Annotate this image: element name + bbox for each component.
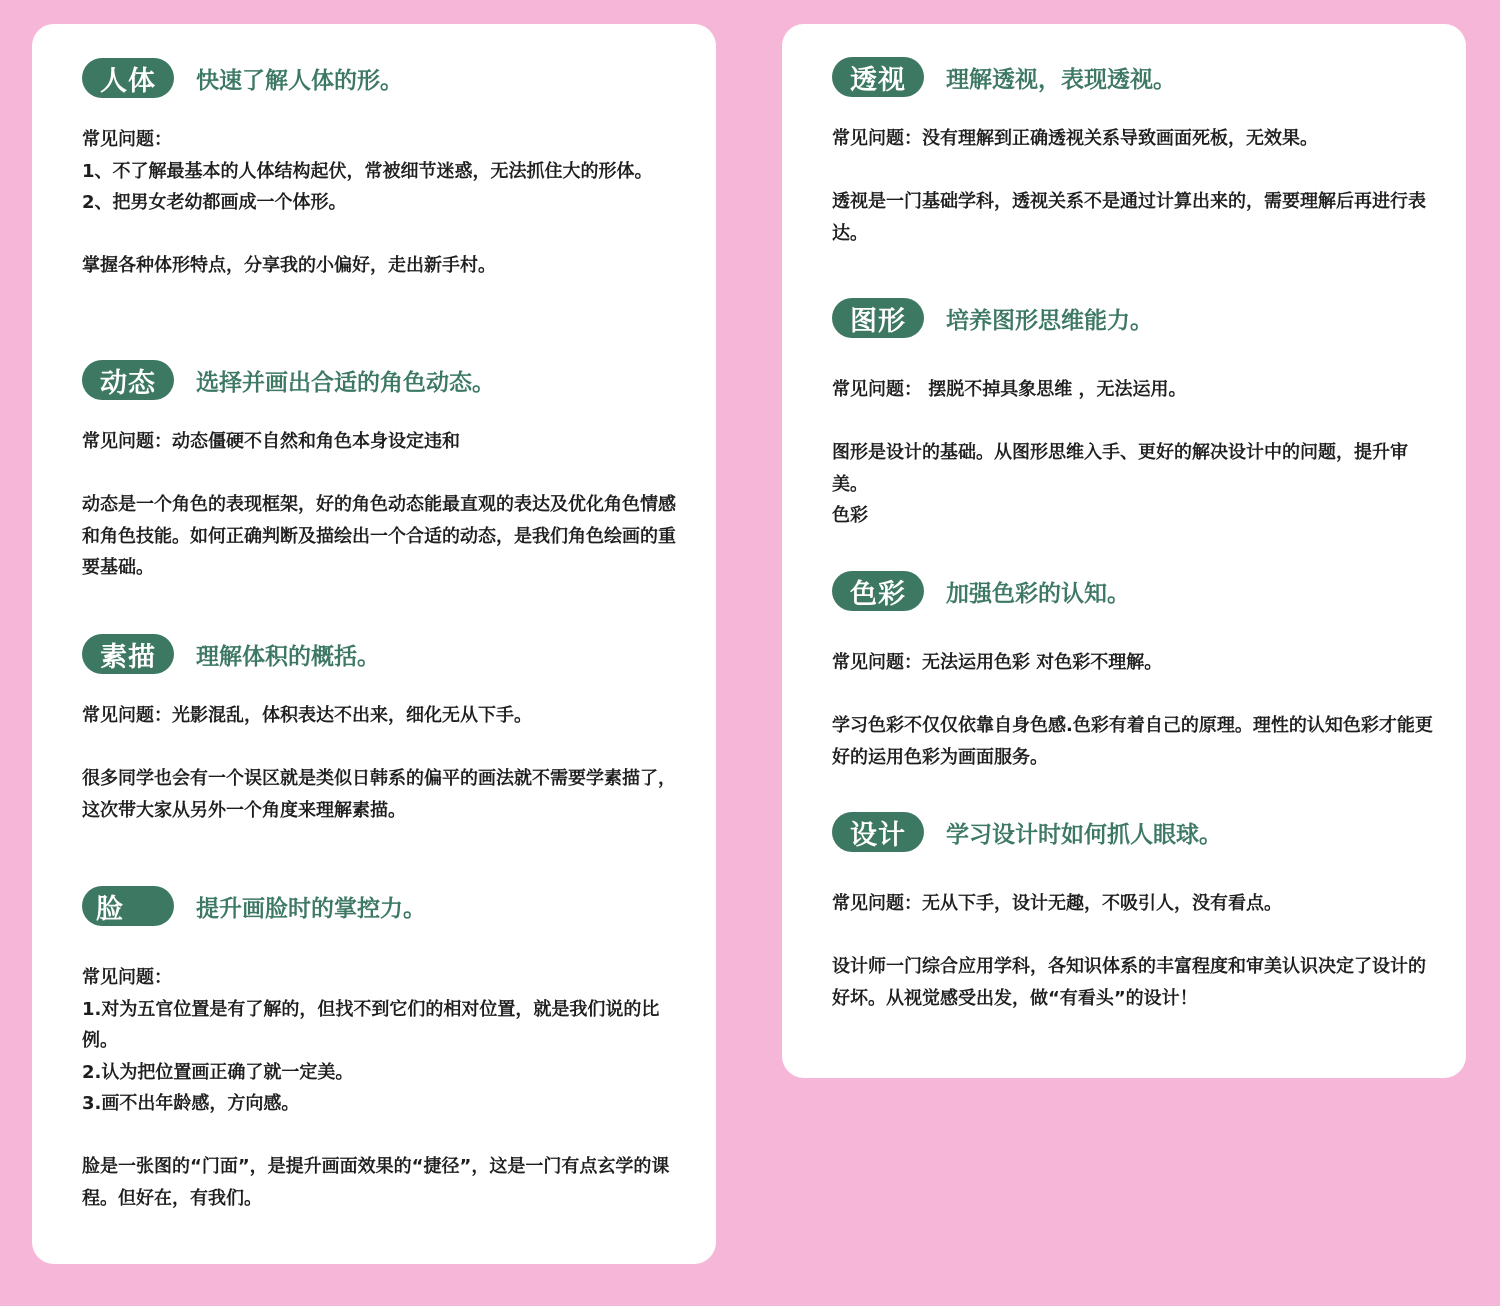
text-line: 图形是设计的基础。从图形思维入手、更好的解决设计中的问题，提升审美。 bbox=[832, 442, 1408, 495]
section-tag: 图形 bbox=[832, 298, 924, 338]
section-title: 培养图形思维能力。 bbox=[946, 307, 1153, 334]
text-line: 1.对为五官位置是有了解的，但找不到它们的相对位置，就是我们说的比例。 bbox=[82, 998, 660, 1051]
text-line: 3.画不出年龄感，方向感。 bbox=[82, 1093, 300, 1114]
text-line: 很多同学也会有一个误区就是类似日韩系的偏平的画法就不需要学素描了，这次带大家从另外一个角度来理解素描。 bbox=[82, 768, 676, 821]
text-line: 常见问题：无法运用色彩 对色彩不理解。 bbox=[832, 652, 1163, 673]
section-title: 理解透视，表现透视。 bbox=[946, 66, 1176, 93]
section-title: 理解体积的概括。 bbox=[196, 643, 380, 670]
section-body bbox=[832, 647, 1436, 773]
section-lian bbox=[82, 886, 686, 1214]
section-header bbox=[82, 360, 686, 400]
section-tag: 动态 bbox=[82, 360, 174, 400]
section-title: 加强色彩的认知。 bbox=[946, 580, 1130, 607]
text-line: 色彩 bbox=[832, 505, 868, 526]
text-line: 常见问题： bbox=[82, 129, 172, 150]
section-title: 学习设计时如何抓人眼球。 bbox=[946, 821, 1222, 848]
section-header bbox=[832, 57, 1436, 97]
text-line: 学习色彩不仅仅依靠自身色感.色彩有着自己的原理。理性的认知色彩才能更好的运用色彩为画面服务。 bbox=[832, 715, 1433, 768]
section-header bbox=[82, 886, 686, 926]
section-tag: 素描 bbox=[82, 634, 174, 674]
text-line: 常见问题： bbox=[82, 967, 172, 988]
section-header bbox=[832, 571, 1436, 611]
text-line: 常见问题：光影混乱，体积表达不出来，细化无从下手。 bbox=[82, 705, 532, 726]
section-tag: 设计 bbox=[832, 812, 924, 852]
text-line: 1、不了解最基本的人体结构起伏，常被细节迷惑，无法抓住大的形体。 bbox=[82, 160, 653, 182]
section-tuxing bbox=[832, 298, 1436, 532]
section-body bbox=[832, 123, 1436, 249]
section-title: 快速了解人体的形。 bbox=[196, 67, 403, 94]
text-line: 常见问题：动态僵硬不自然和角色本身设定违和 bbox=[82, 431, 460, 452]
text-line: 常见问题：没有理解到正确透视关系导致画面死板，无效果。 bbox=[832, 128, 1318, 149]
section-tag: 人体 bbox=[82, 58, 174, 98]
section-body bbox=[82, 124, 686, 282]
text-line: 常见问题： 摆脱不掉具象思维 ，无法运用。 bbox=[832, 379, 1187, 400]
section-sheji bbox=[832, 812, 1436, 1014]
section-body bbox=[82, 700, 686, 826]
section-sumiao bbox=[82, 634, 686, 826]
text-line: 2.认为把位置画正确了就一定美。 bbox=[82, 1061, 354, 1083]
section-dongtai bbox=[82, 360, 686, 584]
section-title: 提升画脸时的掌控力。 bbox=[196, 895, 426, 922]
text-line: 2、把男女老幼都画成一个体形。 bbox=[82, 192, 347, 213]
section-tag: 透视 bbox=[832, 57, 924, 97]
section-body bbox=[82, 426, 686, 584]
section-renti bbox=[82, 58, 686, 282]
text-line: 透视是一门基础学科，透视关系不是通过计算出来的，需要理解后再进行表达。 bbox=[832, 191, 1426, 244]
text-line: 动态是一个角色的表现框架，好的角色动态能最直观的表达及优化角色情感和角色技能。如何正确判断及描绘出一个合适的动态，是我们角色绘画的重要基础。 bbox=[82, 494, 676, 578]
right-card bbox=[782, 24, 1466, 1078]
section-header bbox=[82, 634, 686, 674]
text-line: 常见问题：无从下手，设计无趣，不吸引人，没有看点。 bbox=[832, 893, 1282, 914]
text-line: 脸是一张图的“门面”，是提升画面效果的“捷径”，这是一门有点玄学的课程。但好在，有我们。 bbox=[82, 1156, 670, 1209]
left-card bbox=[32, 24, 716, 1264]
section-title: 选择并画出合适的角色动态。 bbox=[196, 369, 495, 396]
text-line: 设计师一门综合应用学科，各知识体系的丰富程度和审美认识决定了设计的好坏。从视觉感受出发，做“有看头”的设计！ bbox=[832, 956, 1426, 1009]
section-body bbox=[832, 888, 1436, 1014]
section-header bbox=[832, 298, 1436, 338]
section-toushi bbox=[832, 57, 1436, 249]
section-body bbox=[82, 962, 686, 1214]
section-tag: 色彩 bbox=[832, 571, 924, 611]
section-header bbox=[82, 58, 686, 98]
section-secai bbox=[832, 571, 1436, 773]
section-header bbox=[832, 812, 1436, 852]
text-line: 掌握各种体形特点，分享我的小偏好，走出新手村。 bbox=[82, 255, 496, 276]
section-body bbox=[832, 374, 1436, 532]
section-tag: 脸 bbox=[82, 886, 174, 926]
